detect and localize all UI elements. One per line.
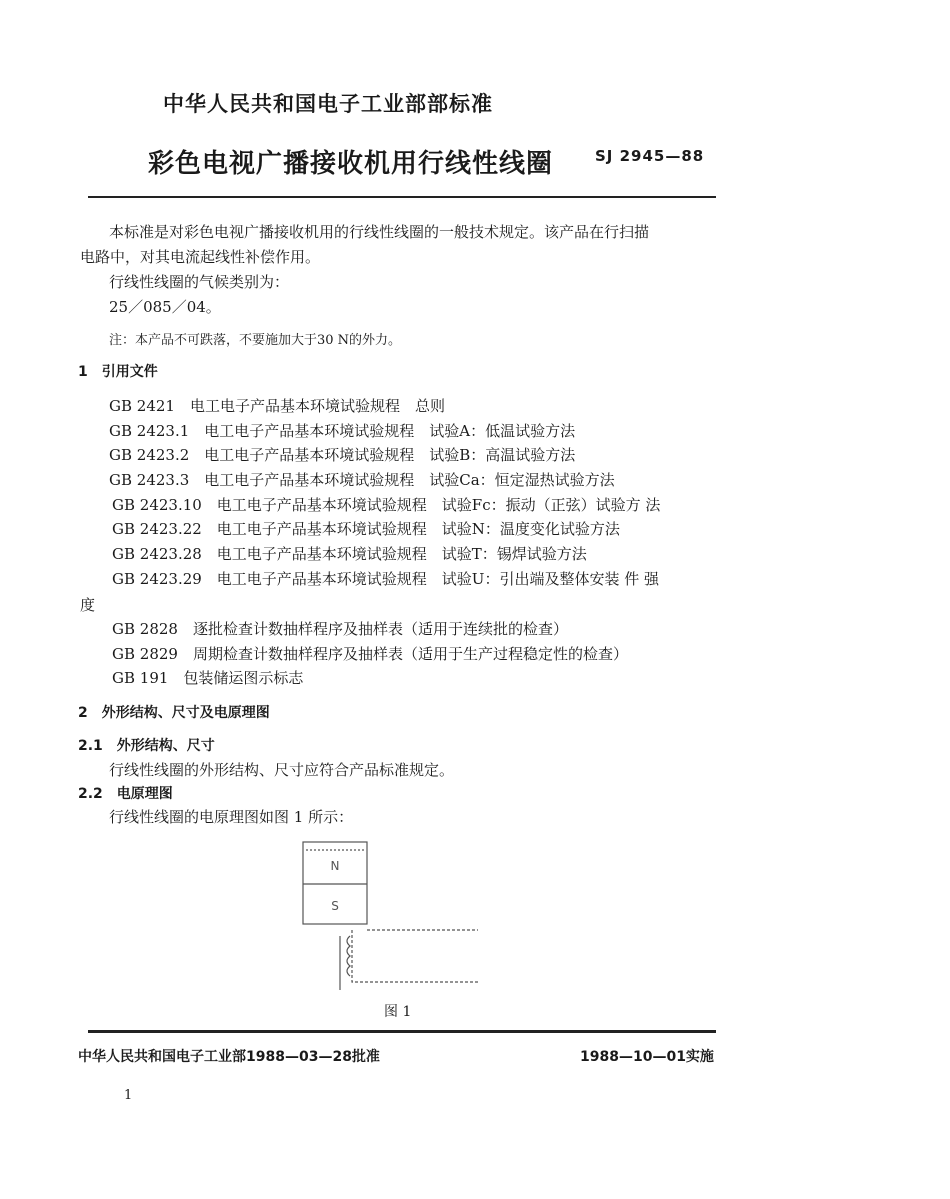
reference-item: GB 2829 周期检查计数抽样程序及抽样表（适用于生产过程稳定性的检查）	[112, 645, 628, 663]
circuit-diagram	[290, 832, 490, 998]
section-2-heading: 2 外形结构、尺寸及电原理图	[78, 705, 270, 721]
reference-item: GB 2421 电工电子产品基本环境试验规程 总则	[109, 397, 445, 415]
standard-code: SJ 2945—88	[595, 147, 705, 165]
reference-item: GB 2423.29 电工电子产品基本环境试验规程 试验U：引出端及整体安装 件 强	[112, 570, 659, 588]
section-2-1-text: 行线性线圈的外形结构、尺寸应符合产品标准规定。	[109, 761, 455, 779]
reference-item: GB 2423.28 电工电子产品基本环境试验规程 试验T：锡焊试验方法	[112, 545, 587, 563]
standard-title: 彩色电视广播接收机用行线性线圈	[148, 149, 554, 179]
figure-caption: 图 1	[384, 1004, 412, 1020]
reference-item: GB 2423.10 电工电子产品基本环境试验规程 试验Fc：振动（正弦）试验方 法	[112, 496, 661, 514]
reference-item: GB 2423.22 电工电子产品基本环境试验规程 试验N：温度变化试验方法	[112, 520, 620, 538]
page-number: 1	[124, 1088, 133, 1103]
issuing-organization: 中华人民共和国电子工业部部标准	[163, 92, 493, 116]
section-2-2-text: 行线性线圈的电原理图如图 1 所示：	[109, 808, 354, 826]
climate-category-value: 25／085／04。	[109, 298, 221, 316]
climate-category-label: 行线性线圈的气候类别为：	[109, 273, 290, 291]
section-2-1-heading: 2.1 外形结构、尺寸	[78, 738, 215, 754]
footer-divider	[88, 1030, 716, 1033]
reference-item: GB 2423.3 电工电子产品基本环境试验规程 试验Ca：恒定湿热试验方法	[109, 471, 615, 489]
intro-paragraph-line-2: 电路中，对其电流起线性补偿作用。	[80, 248, 321, 266]
magnet-south-label: S	[331, 899, 339, 913]
reference-item: GB 191 包装储运图示标志	[112, 669, 304, 687]
section-1-heading: 1 引用文件	[78, 364, 158, 380]
reference-item: GB 2828 逐批检查计数抽样程序及抽样表（适用于连续批的检查）	[112, 620, 568, 638]
effective-date: 1988—10—01实施	[580, 1049, 714, 1065]
reference-item: GB 2423.2 电工电子产品基本环境试验规程 试验B：高温试验方法	[109, 446, 576, 464]
coil-lead-bottom	[352, 930, 478, 982]
header-divider	[88, 196, 716, 198]
reference-item-continuation: 度	[80, 596, 96, 614]
magnet-north-label: N	[330, 859, 340, 873]
reference-item: GB 2423.1 电工电子产品基本环境试验规程 试验A：低温试验方法	[109, 422, 576, 440]
note: 注：本产品不可跌落，不要施加大于30 N的外力。	[109, 333, 402, 348]
intro-paragraph-line-1: 本标准是对彩色电视广播接收机用的行线性线圈的一般技术规定。该产品在行扫描	[109, 223, 650, 241]
approval-date: 中华人民共和国电子工业部1988—03—28批准	[78, 1049, 380, 1065]
coil-winding	[347, 936, 350, 976]
section-2-2-heading: 2.2 电原理图	[78, 786, 173, 802]
